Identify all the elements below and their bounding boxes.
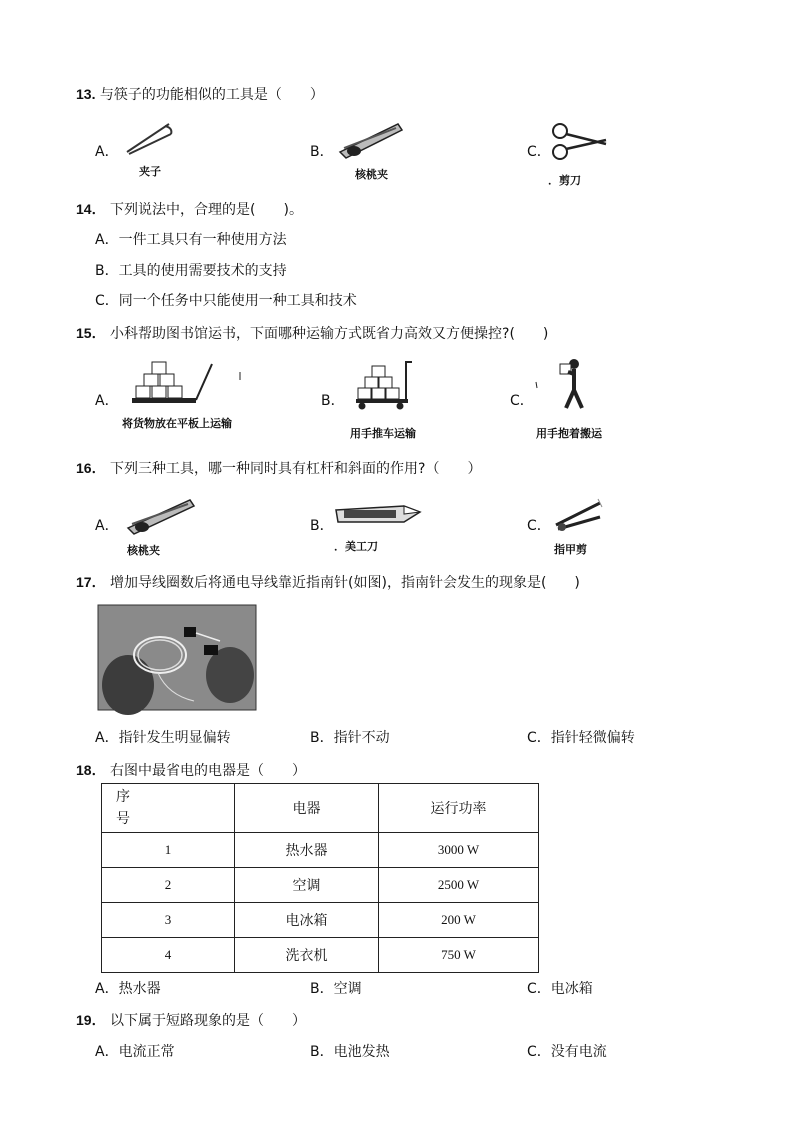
option-b[interactable]: B．指针不动 [310, 730, 390, 746]
question-16 [76, 458, 481, 478]
table-header-row [102, 784, 539, 833]
question-text: 下列说法中，合理的是( )。 [110, 202, 303, 218]
handcart-image [354, 358, 414, 410]
option-a[interactable]: A．指针发生明显偏转 [95, 730, 231, 746]
row-index: 1 [102, 833, 235, 868]
option-a-caption: 核桃夹 [127, 544, 160, 557]
question-19 [76, 1010, 306, 1030]
option-b[interactable]: B．工具的使用需要技术的支持 [95, 263, 287, 279]
option-c[interactable]: C．同一个任务中只能使用一种工具和技术 [95, 293, 357, 309]
row-index: 4 [102, 938, 235, 973]
question-number: 16． [76, 460, 106, 476]
nutcracker-image [124, 496, 198, 540]
question-number: 14． [76, 201, 106, 217]
option-b[interactable]: B．空调 [310, 981, 362, 997]
flatboard-boxes-image [130, 360, 240, 406]
nail-clipper-image [552, 495, 604, 535]
option-c[interactable]: C．指针轻微偏转 [527, 730, 635, 746]
option-b-caption: 核桃夹 [355, 168, 388, 181]
option-c-letter[interactable]: C． [527, 518, 551, 534]
question-18 [76, 760, 306, 780]
tweezers-clip-image [125, 120, 175, 156]
option-c[interactable]: C．电冰箱 [527, 981, 593, 997]
option-b-letter[interactable]: B． [310, 144, 334, 160]
utility-knife-image [334, 500, 424, 528]
row-appliance: 电冰箱 [235, 903, 379, 938]
option-b-letter[interactable]: B． [310, 518, 334, 534]
row-index: 3 [102, 903, 235, 938]
option-c-letter[interactable]: C． [527, 144, 551, 160]
scissors-image [548, 122, 610, 164]
option-c[interactable]: C．没有电流 [527, 1044, 607, 1060]
row-appliance: 洗衣机 [235, 938, 379, 973]
question-number: 17． [76, 574, 106, 590]
question-17 [76, 572, 580, 592]
header-appliance: 电器 [235, 784, 379, 833]
nutcracker-image [336, 118, 406, 162]
option-a-letter[interactable]: A． [95, 144, 119, 160]
question-text: 以下属于短路现象的是（ ） [110, 1013, 307, 1029]
option-c-caption: 用手抱着搬运 [536, 427, 602, 440]
question-text: 增加导线圈数后将通电导线靠近指南针(如图)，指南针会发生的现象是( ) [110, 575, 580, 591]
question-number: 19． [76, 1012, 106, 1028]
question-14 [76, 199, 303, 219]
option-a-caption: 夹子 [139, 165, 161, 178]
option-a[interactable]: A．热水器 [95, 981, 161, 997]
row-appliance: 空调 [235, 868, 379, 903]
row-index: 2 [102, 868, 235, 903]
wire-coil-compass-photo [98, 605, 256, 710]
power-table [101, 783, 539, 973]
question-text: 小科帮助图书馆运书，下面哪种运输方式既省力高效又方便操控?( ) [110, 326, 549, 342]
question-text: 右图中最省电的电器是（ ） [110, 763, 307, 779]
option-b-caption: ．美工刀 [334, 540, 378, 553]
person-carrying-image [534, 356, 594, 414]
question-number: 15． [76, 325, 106, 341]
header-power: 运行功率 [379, 784, 539, 833]
question-number: 18． [76, 762, 106, 778]
option-a-caption: 将货物放在平板上运输 [122, 417, 232, 430]
row-power: 2500 W [379, 868, 539, 903]
table-row [102, 833, 539, 868]
option-c-caption: ．剪刀 [548, 174, 581, 187]
option-a[interactable]: A．电流正常 [95, 1044, 175, 1060]
option-b-caption: 用手推车运输 [350, 427, 416, 440]
question-text: 与筷子的功能相似的工具是（ ） [99, 87, 324, 103]
header-index: 序 号 [102, 784, 235, 833]
table-row [102, 903, 539, 938]
option-a[interactable]: A．一件工具只有一种使用方法 [95, 232, 287, 248]
option-c-letter[interactable]: C． [510, 393, 534, 409]
option-a-letter[interactable]: A． [95, 393, 119, 409]
row-power: 200 W [379, 903, 539, 938]
option-b-letter[interactable]: B． [321, 393, 345, 409]
option-b[interactable]: B．电池发热 [310, 1044, 390, 1060]
question-text: 下列三种工具，哪一种同时具有杠杆和斜面的作用?（ ） [110, 461, 482, 477]
question-13 [76, 84, 324, 104]
table-row [102, 868, 539, 903]
question-number: 13. [76, 86, 96, 102]
row-power: 750 W [379, 938, 539, 973]
table-row [102, 938, 539, 973]
question-15 [76, 323, 548, 343]
option-a-letter[interactable]: A． [95, 518, 119, 534]
row-power: 3000 W [379, 833, 539, 868]
row-appliance: 热水器 [235, 833, 379, 868]
option-c-caption: 指甲剪 [554, 543, 587, 556]
